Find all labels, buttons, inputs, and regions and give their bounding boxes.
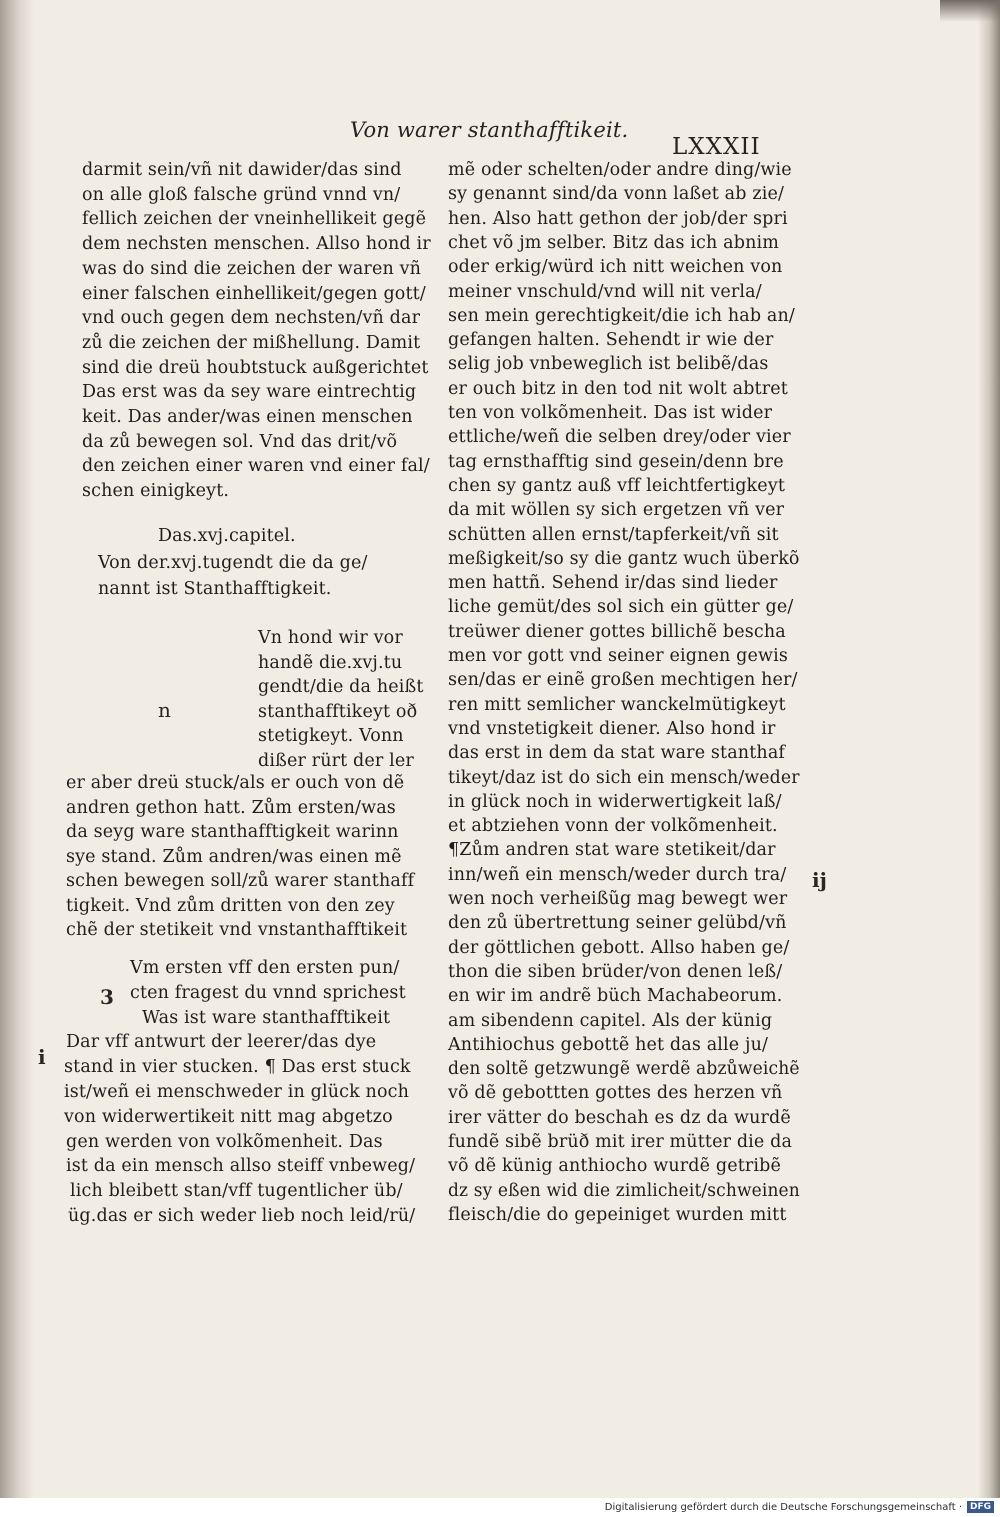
initial-letter: n: [158, 698, 171, 722]
text-line: von widerwertikeit nitt mag abgetzo: [64, 1106, 393, 1127]
text-line: sy genannt sind/da vonn laßet ab zie/: [448, 184, 784, 205]
text-line: ettliche/weñ die selben drey/oder vier: [448, 427, 791, 448]
text-line: Vn hond wir vor: [258, 628, 403, 648]
text-line: fellich zeichen der vneinhellikeit gegẽ: [82, 209, 427, 230]
text-line: fundẽ sibẽ brüð mit irer mütter die da: [448, 1132, 793, 1152]
text-line: ist/weñ ei menschweder in glück noch: [64, 1082, 410, 1102]
text-line: da mit wöllen sy sich ergetzen vñ ver: [448, 500, 785, 521]
text-line: liche gemüt/des sol sich ein gütter ge/: [448, 597, 794, 618]
text-line: einer falschen einhellikeit/gegen gott/: [82, 283, 426, 304]
text-line: chen sy gantz auß vff leichtfertigkeyt: [448, 475, 786, 496]
text-line: cten fragest du vnnd sprichest: [130, 982, 406, 1003]
text-line: Antihiochus gebottẽ het das alle ju/: [448, 1034, 769, 1055]
text-line: den zů übertrettung seiner gelübd/vñ: [448, 913, 787, 934]
text-line: sen mein gerechtigkeit/die ich hab an/: [448, 305, 795, 326]
text-line: Was ist ware stanthafftikeit: [142, 1007, 391, 1028]
text-line: dz sy eßen wid die zimlicheit/schweinen: [448, 1180, 800, 1201]
text-line: stetigkeyt. Vonn: [258, 726, 404, 746]
text-line: schütten allen ernst/tapferkeit/vñ sit: [448, 524, 779, 545]
text-line: mẽ oder schelten/oder andre ding/wie: [448, 160, 792, 180]
footer-bar: [0, 1498, 1000, 1517]
text-line: nannt ist Stanthafftigkeit.: [98, 579, 332, 599]
text-line: den soltẽ getzwungẽ werdẽ abzůweichẽ: [448, 1059, 800, 1080]
text-line: oder erkig/würd ich nitt weichen von: [448, 257, 783, 278]
text-line: er ouch bitz in den tod nit wolt abtret: [448, 378, 788, 399]
text-line: schen einigkeyt.: [82, 481, 230, 502]
text-line: am sibendenn capitel. Als der künig: [448, 1010, 773, 1031]
text-line: ten von volkõmenheit. Das ist wider: [448, 403, 773, 423]
text-line: chẽ der stetikeit vnd vnstanthafftikeit: [66, 920, 408, 940]
text-line: ¶Zům andren stat ware stetikeit/dar: [448, 840, 776, 861]
text-line: vnd ouch gegen dem nechsten/vñ dar: [82, 308, 421, 329]
text-line: dißer rürt der ler: [258, 750, 414, 771]
text-line: fleisch/die do gepeiniget wurden mitt: [448, 1204, 787, 1225]
text-line: tigkeit. Vnd zům dritten von den zey: [66, 895, 395, 916]
text-line: sen/das er einẽ großen mechtigen her/: [448, 670, 798, 691]
running-head: Von warer stanthafftikeit.: [350, 118, 629, 142]
text-line: irer vätter do beschah es dz da wurdẽ: [448, 1107, 791, 1128]
text-line: võ dẽ künig anthiocho wurdẽ getribẽ: [448, 1156, 782, 1177]
text-line: sind die dreü houbtstuck außgerichtet: [82, 357, 429, 378]
text-line: en wir im andrẽ büch Machabeorum.: [448, 986, 783, 1007]
text-line: der göttlichen gebott. Allso haben ge/: [448, 937, 790, 958]
text-line: men vor gott vnd seiner eignen gewis: [448, 646, 789, 666]
text-line: da seyg ware stanthafftigkeit warinn: [66, 822, 399, 842]
text-line: sye stand. Zům andren/was einen mẽ: [66, 846, 402, 867]
gutter-shadow: [0, 0, 34, 1498]
margin-signature-3: 3: [100, 985, 114, 1009]
text-line: selig job vnbeweglich ist belibẽ/das: [448, 354, 769, 375]
text-line: meßigkeit/so sy die gantz wuch überkõ: [448, 548, 800, 569]
text-line: Vm ersten vff den ersten pun/: [130, 958, 400, 978]
text-line: das erst in dem da stat ware stanthaf: [448, 743, 786, 764]
text-line: inn/weñ ein mensch/weder durch tra/: [448, 864, 787, 885]
text-line: ist da ein mensch allso steiff vnbeweg/: [66, 1156, 416, 1177]
text-line: handẽ die.xvj.tu: [258, 652, 403, 673]
text-line: wen noch verheißũg mag bewegt wer: [448, 889, 788, 909]
text-line: chet võ jm selber. Bitz das ich abnim: [448, 232, 779, 253]
text-line: in glück noch in widerwertigkeit laß/: [448, 791, 782, 812]
text-line: stand in vier stucken. ¶ Das erst stuck: [64, 1057, 411, 1078]
dfg-logo: DFG: [967, 1501, 994, 1513]
text-line: was do sind die zeichen der waren vñ: [82, 258, 422, 279]
text-line: den zeichen einer waren vnd einer fal/: [82, 456, 430, 477]
text-line: da zů bewegen sol. Vnd das drit/võ: [82, 431, 398, 452]
folio-number: LXXXII: [672, 134, 761, 160]
chapter-heading: Das.xvj.capitel.: [158, 526, 296, 546]
text-line: Dar vff antwurt der leerer/das dye: [66, 1032, 377, 1053]
text-line: gefangen halten. Sehendt ir wie der: [448, 330, 774, 351]
text-line: võ dẽ gebottten gottes des herzen vñ: [448, 1083, 783, 1104]
text-line: üg.das er sich weder lieb noch leid/rü/: [68, 1206, 416, 1226]
text-line: men hattñ. Sehend ir/das sind lieder: [448, 573, 778, 594]
text-line: zů die zeichen der mißhellung. Damit: [82, 332, 421, 353]
page-edge: [978, 0, 1000, 1498]
text-line: Von der.xvj.tugendt die da ge/: [98, 553, 368, 573]
text-line: gendt/die da heißt: [258, 677, 424, 697]
text-line: andren gethon hatt. Zům ersten/was: [66, 797, 396, 818]
top-edge: [940, 0, 1000, 22]
text-line: darmit sein/vñ nit dawider/das sind: [82, 160, 402, 180]
margin-signature-ij: ij: [812, 868, 827, 892]
text-line: tikeyt/daz ist do sich ein mensch/weder: [448, 767, 800, 788]
text-line: dem nechsten menschen. Allso hond ir: [82, 234, 431, 255]
text-line: keit. Das ander/was einen menschen: [82, 407, 413, 427]
margin-signature-i: i: [38, 1045, 46, 1069]
text-line: stanthafftikeyt oð: [258, 701, 418, 722]
text-line: Das erst was da sey ware eintrechtig: [82, 382, 417, 403]
text-line: vnd vnstetigkeit diener. Also hond ir: [448, 718, 776, 739]
text-line: gen werden von volkõmenheit. Das: [66, 1131, 383, 1152]
text-line: er aber dreü stuck/als er ouch von dẽ: [66, 773, 405, 793]
text-line: meiner vnschuld/vnd will nit verla/: [448, 281, 762, 302]
text-line: thon die siben brüder/von denen leß/: [448, 961, 783, 982]
text-line: hen. Also hatt gethon der job/der spri: [448, 208, 788, 229]
text-line: treüwer diener gottes billichẽ bescha: [448, 621, 786, 642]
text-line: lich bleibett stan/vff tugentlicher üb/: [70, 1181, 403, 1202]
text-line: on alle gloß falsche gründ vnnd vn/: [82, 184, 401, 205]
text-line: tag ernsthafftig sind gesein/denn bre: [448, 451, 784, 472]
funding-note: Digitalisierung gefördert durch die Deutsche Forschungsgemeinschaft ·: [604, 1502, 962, 1513]
text-line: schen bewegen soll/zů warer stanthaff: [66, 871, 415, 891]
text-line: ren mitt semlicher wanckelmütigkeyt: [448, 694, 786, 715]
text-line: et abtziehen vonn der volkõmenheit.: [448, 816, 778, 837]
